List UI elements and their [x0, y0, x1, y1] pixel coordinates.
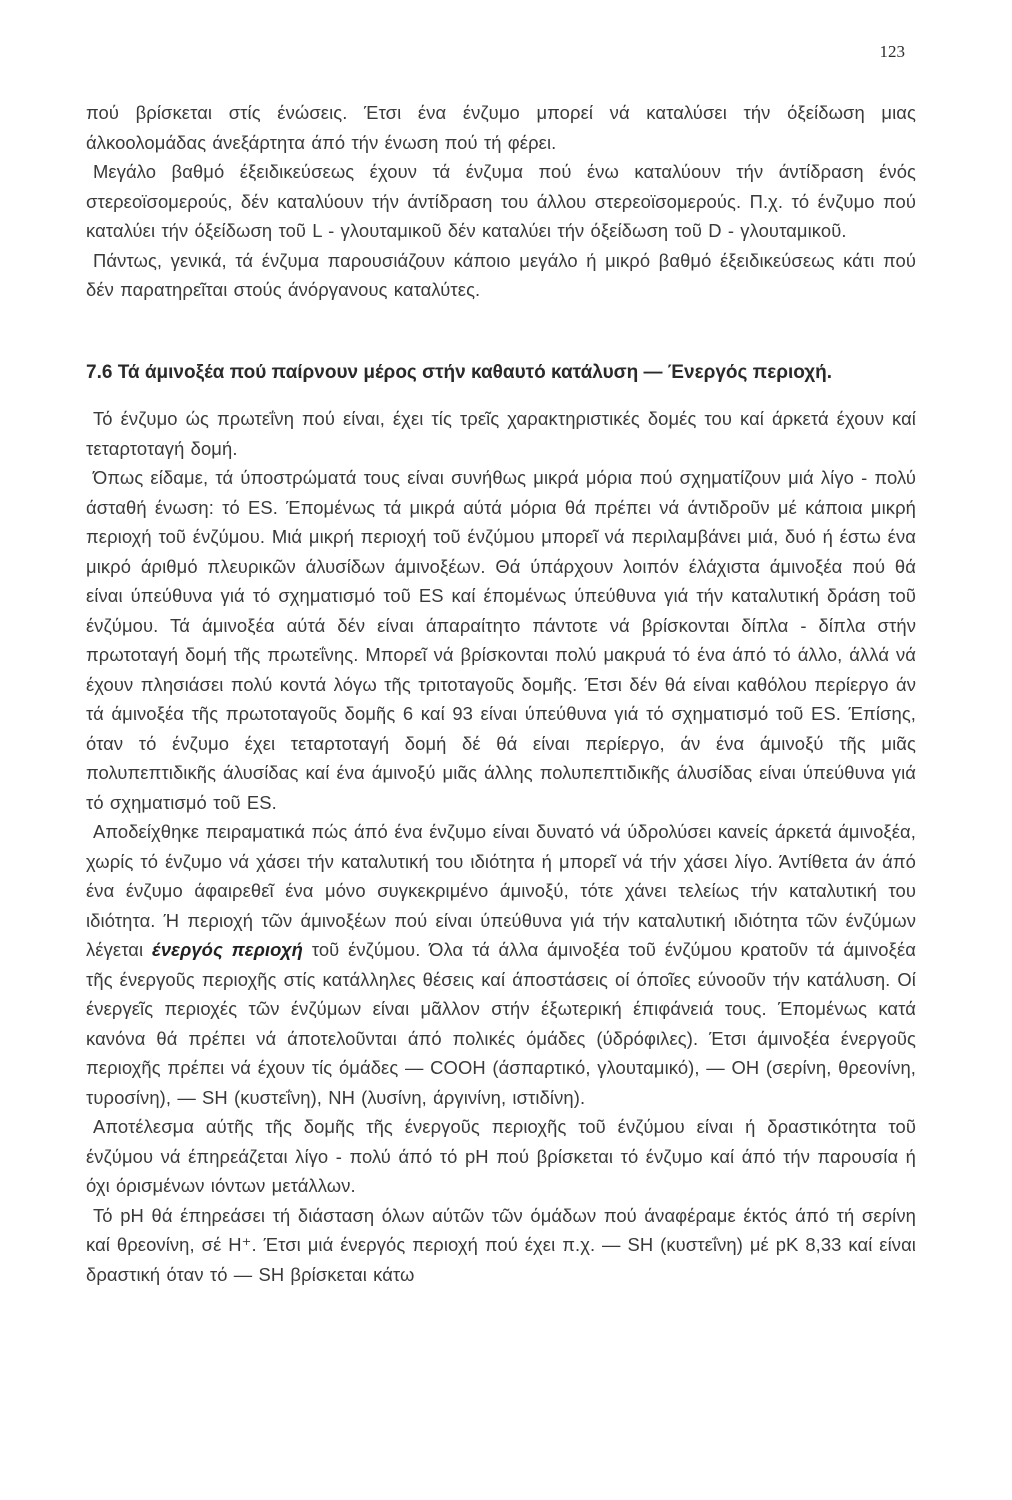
- paragraph: Όπως είδαμε, τά ύποστρώματά τους είναι συνήθως μικρά μόρια πού σχηματίζουν μιά λίγο - πολύ άσταθή ένωση: τό ES. Έπομένως τά μικρά αύτά μόρια θά πρέπει νά άντιδροῦν μέ κάποια μικρή περιοχή τοῦ ένζύμου. Μιά μικρή περιοχή τοῦ ένζύμου μπορεῖ νά περιλαμβάνει μιά, δυό ή έστω ένα μικρό άριθμό πλευρικῶν άλυσίδων άμινοξέων. Θά ύπάρχουν λοιπόν έλάχιστα άμινοξέα πού θά είναι ύπεύθυνα γιά τό σχηματισμό τοῦ ES καί έπομένως ύπεύθυνα γιά τήν καταλυτική δράση τοῦ ένζύμου. Τά άμινοξέα αύτά δέν είναι άπαραίτητο πάντοτε νά βρίσκονται δίπλα - δίπλα στήν πρωτοταγή δομή τῆς πρωτεΐνης. Μπορεῖ νά βρίσκονται πολύ μακρυά τό ένα άπό τό άλλο, άλλά νά έχουν πλησιάσει πολύ κοντά λόγω τῆς τριτοταγοῦς δομῆς. Έτσι δέν θά είναι καθόλου περίεργο άν τά άμινοξέα τῆς πρωτοταγοῦς δομῆς 6 καί 93 είναι ύπεύθυνα γιά τό σχηματισμό τοῦ ES. Έπίσης, όταν τό ένζυμο έχει τεταρτοταγή δομή δέ θά είναι περίεργο, άν ένα άμινοξύ τῆς μιᾶς πολυπεπτιδικῆς άλυσίδας καί ένα άμινοξύ μιᾶς άλλης πολυπεπτιδικῆς άλυσίδας είναι ύπεύθυνα γιά τό σχηματισμό τοῦ ES.: [86, 467, 916, 813]
- paragraph-text: Αποδείχθηκε πειραματικά πώς άπό ένα ένζυμο είναι δυνατό νά ύδρολύσει κανείς άρκετά άμινοξέα, χωρίς τό ένζυμο νά χάσει τήν καταλυτική του ιδιότητα ή μπορεῖ νά τήν χάσει λίγο. Άντίθετα άν άπό ένα ένζυμο άφαιρεθεῖ ένα μόνο συγκεκριμένο άμινοξύ, τότε χάνει τελείως τήν καταλυτική του ιδιότητα. Ή περιοχή τῶν άμινοξέων πού είναι ύπεύθυνα γιά τήν καταλυτική ιδιότητα τῶν ένζύμων λέγεται: [86, 821, 916, 960]
- section-heading: 7.6 Τά άμινοξέα πού παίρνουν μέρος στήν καθαυτό κατάλυση — Ένεργός περιοχή.: [86, 362, 833, 383]
- paragraph: Μεγάλο βαθμό έξειδικεύσεως έχουν τά ένζυμα πού ένω καταλύουν τήν άντίδραση ένός στερεοϊσομερούς, δέν καταλύουν τήν άντίδραση του άλλου στερεοϊσομερούς. Π.χ. τό ένζυμο πού καταλύει τήν όξείδωση τοῦ L - γλουταμικοῦ δέν καταλύει τήν όξείδωση τοῦ D - γλουταμικοῦ.: [86, 161, 916, 241]
- page-number: 123: [879, 42, 905, 61]
- paragraph: Τό pH θά έπηρεάσει τή διάσταση όλων αύτῶν τῶν όμάδων πού άναφέραμε έκτός άπό τή σερίνη καί θρεονίνη, σέ H⁺. Έτσι μιά ένεργός περιοχή πού έχει π.χ. — SH (κυστεΐνη) μέ pK 8,33 καί είναι δραστική όταν τό — SH βρίσκεται κάτω: [86, 1204, 916, 1285]
- active-site-term: ένεργός περιοχή: [151, 939, 304, 960]
- paragraph-text: τοῦ ένζύμου. Όλα τά άλλα άμινοξέα τοῦ ένζύμου κρατοῦν τά άμινοξέα τῆς ένεργοῦς περιοχῆς στίς κατάλληλες θέσεις καί άποστάσεις οί όποῖες εύνοοῦν τήν κατάλυση. Οί ένεργεῖς περιοχές τῶν ένζύμων είναι μᾶλλον στήν έξωτερική έπιφάνειά τους. Έπομένως κατά κανόνα θά πρέπει νά άποτελοῦνται άπό πολικές όμάδες (ύδρόφιλες). Έτσι άμινοξέα ένεργοῦς περιοχῆς πρέπει νά έχουν τίς όμάδες — COOH (άσπαρτικό, γλουταμικό), — OH (σερίνη, θρεονίνη, τυροσίνη), — SH (κυστεΐνη), NH (λυσίνη, άργινίνη, ιστιδίνη).: [86, 939, 916, 1108]
- paragraph: πού βρίσκεται στίς ένώσεις. Έτσι ένα ένζυμο μπορεί νά καταλύσει τήν όξείδωση μιας άλκοολομάδας άνεξάρτητα άπό τήν ένωση πού τή φέρει.: [86, 102, 916, 153]
- paragraph: Πάντως, γενικά, τά ένζυμα παρουσιάζουν κάποιο μεγάλο ή μικρό βαθμό έξειδικεύσεως κάτι πού δέν παρατηρεῖται στούς άνόργανους καταλύτες.: [86, 249, 916, 300]
- paragraph: Αποτέλεσμα αύτῆς τῆς δομῆς τῆς ένεργοῦς περιοχῆς τοῦ ένζύμου είναι ή δραστικότητα τοῦ ένζύμου νά έπηρεάζεται λίγο - πολύ άπό τό pH πού βρίσκεται τό ένζυμο καί άπό τήν παρουσία ή όχι όρισμένων ιόντων μετάλλων.: [86, 1116, 916, 1196]
- paragraph: [86, 817, 916, 1112]
- section-body: [86, 404, 916, 1289]
- paragraph: Τό ένζυμο ώς πρωτεΐνη πού είναι, έχει τίς τρεῖς χαρακτηριστικές δομές του καί άρκετά έχουν καί τεταρτοταγή δομή.: [86, 408, 916, 459]
- intro-text: [86, 98, 916, 305]
